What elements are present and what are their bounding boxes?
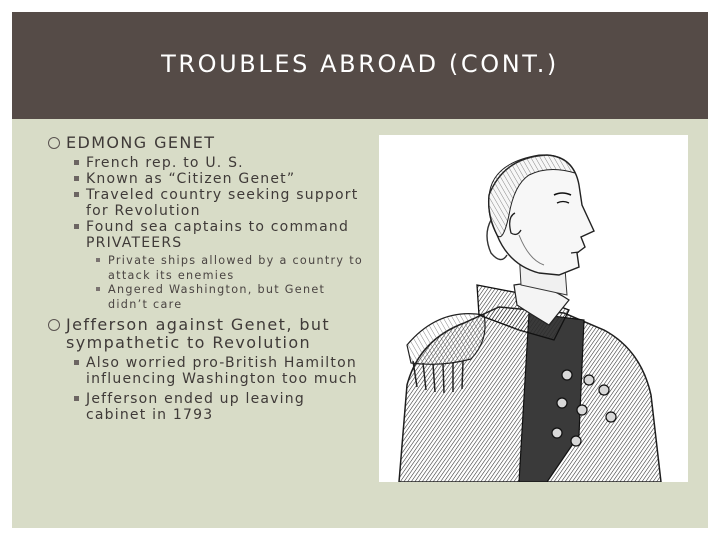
genet-subpoint-2: Angered Washington, but Genet didn’t care bbox=[48, 283, 368, 312]
genet-point-2: Known as “Citizen Genet” bbox=[48, 171, 368, 187]
jefferson-point-1: Also worried pro-British Hamilton influencing Washington too much bbox=[48, 355, 368, 387]
genet-portrait-image bbox=[379, 135, 688, 482]
jefferson-point-2: Jefferson ended up leaving cabinet in 1793 bbox=[48, 391, 368, 423]
title-bar bbox=[12, 12, 708, 119]
jefferson-points bbox=[48, 355, 368, 423]
genet-point-3: Traveled country seeking support for Revolution bbox=[48, 187, 368, 219]
genet-point-1: French rep. to U. S. bbox=[48, 155, 368, 171]
slide-title: TROUBLES ABROAD (CONT.) bbox=[161, 49, 559, 78]
slide-content bbox=[48, 134, 368, 423]
genet-subpoints bbox=[48, 254, 368, 312]
genet-point-4: Found sea captains to command PRIVATEERS bbox=[48, 219, 368, 251]
portrait-engraving bbox=[379, 135, 688, 482]
bullet-jefferson-heading: Jefferson against Genet, but sympathetic to Revolution bbox=[48, 316, 368, 352]
genet-points bbox=[48, 155, 368, 251]
bullet-genet-heading: EDMONG GENET bbox=[48, 134, 368, 152]
genet-subpoint-1: Private ships allowed by a country to attack its enemies bbox=[48, 254, 368, 283]
